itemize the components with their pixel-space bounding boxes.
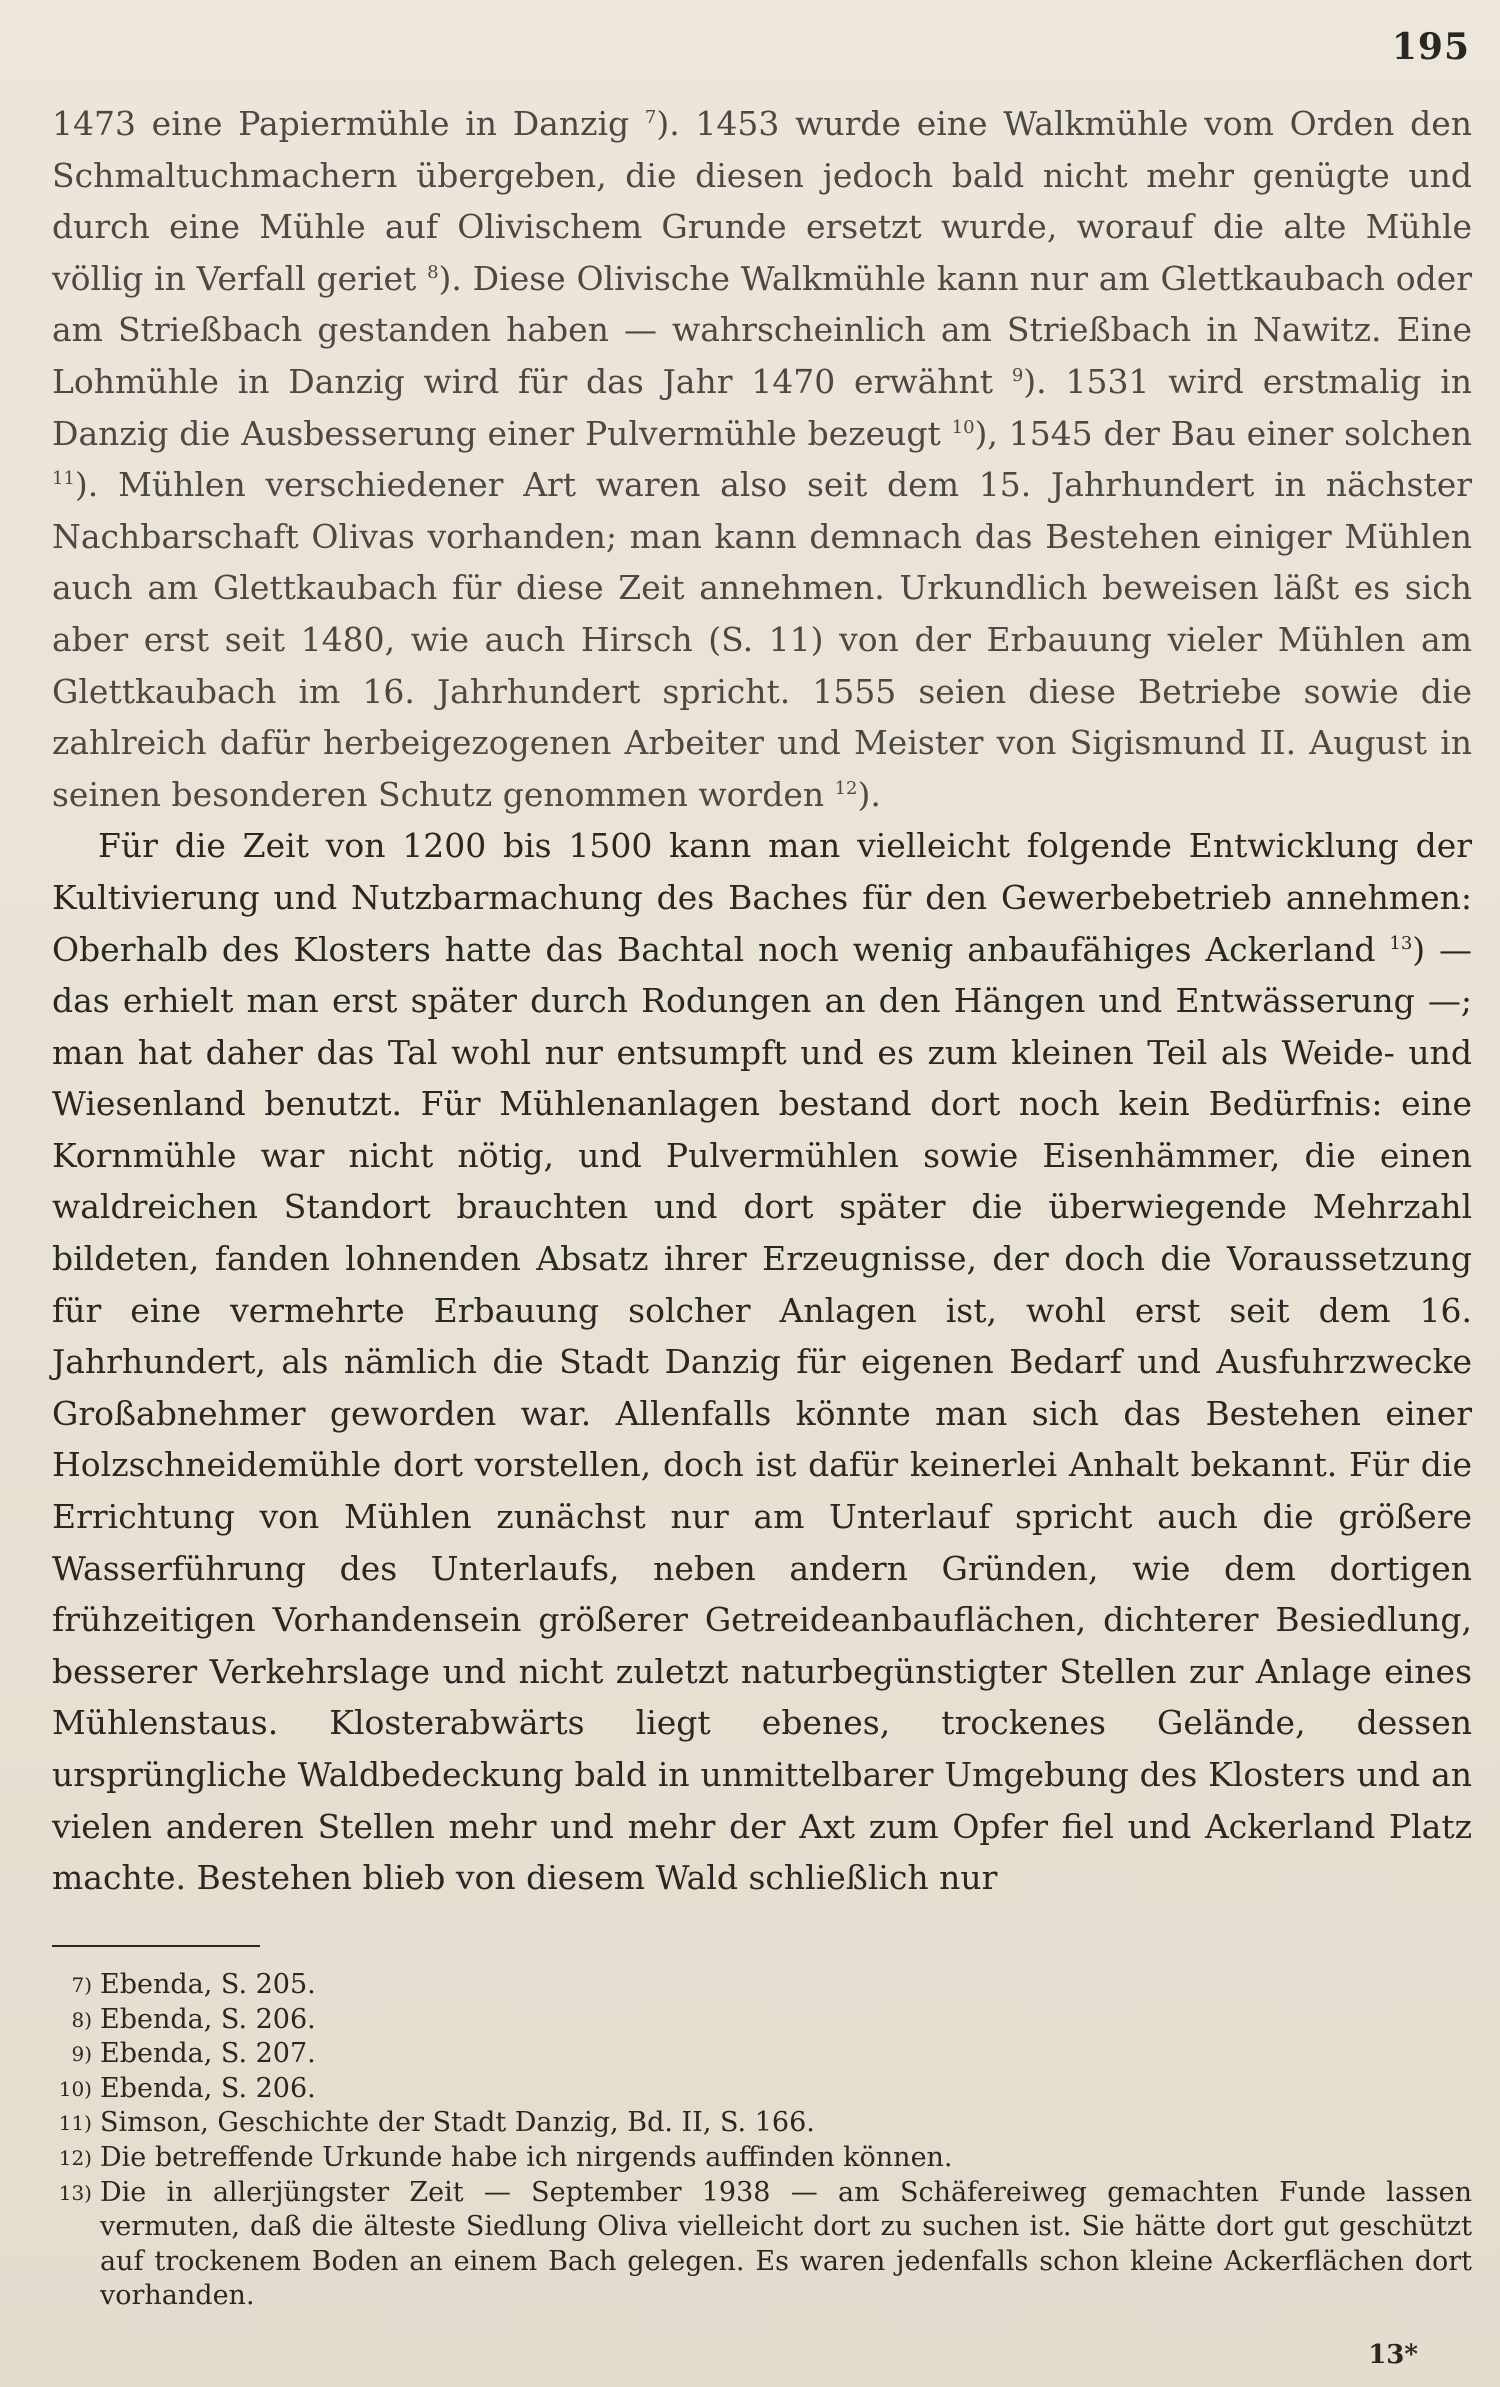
footnote-mark: 9) <box>71 2042 92 2067</box>
footnote-mark: 11) <box>58 2111 92 2136</box>
footnote-text: Die in allerjüngster Zeit — September 1938 — am Schäfereiweg gemachten Funde lassen vermuten, daß die älteste Siedlung Oliva vielleicht dort zu suchen ist. Sie hätte dort gut geschützt auf trockenem Boden an einem Bach gelegen. Es waren jedenfalls schon kleine Ackerflächen dort vorhanden. <box>100 2176 1472 2312</box>
printer-signature: 13* <box>1368 2340 1418 2370</box>
footnote-text: Ebenda, S. 206. <box>100 2003 316 2035</box>
footnote-ref: 12 <box>834 777 858 799</box>
footnote-mark: 10) <box>58 2076 92 2101</box>
footnote <box>52 2141 1472 2176</box>
footnote-text: Ebenda, S. 205. <box>100 1969 316 2000</box>
footnote-mark: 7) <box>71 1973 92 1997</box>
footnote <box>52 2003 1472 2038</box>
footnote-mark: 12) <box>58 2145 92 2170</box>
footnote-text: Simson, Geschichte der Stadt Danzig, Bd. II, S. 166. <box>100 2107 815 2139</box>
paragraph-2: Für die Zeit von 1200 bis 1500 kann man vielleicht folgende Entwicklung der Kultivierung und Nutzbarmachung des Baches für den Gewerbebetrieb annehmen: Oberhalb des Klosters hatte das Bachtal noch wenig anbaufähiges Ackerland $^{13}$) — das erhielt man erst später durch Rodungen an den Hängen und Entwässerung —; man hat daher das Tal wohl nur entsumpft und es zum kleinen Teil als Weide- und Wiesenland benutzt. Für Mühlenanlagen bestand dort noch kein Bedürfnis: eine Kornmühle war nicht nötig, und Pulvermühlen sowie Eisenhämmer, die einen waldreichen Standort brauchten und dort später die überwiegende Mehrzahl bildeten, fanden lohnenden Absatz ihrer Erzeugnisse, der doch die Voraussetzung für eine vermehrte Erbauung solcher Anlagen ist, wohl erst seit dem 16. Jahrhundert, als nämlich die Stadt Danzig für eigenen Bedarf und Ausfuhrzwecke Großabnehmer geworden war. Allenfalls könnte man sich das Bestehen einer Holzschneidemühle dort vorstellen, doch ist dafür keinerlei Anhalt bekannt. Für die Errichtung von Mühlen zunächst nur am Unterlauf spricht auch die größere Wasserführung des Unterlaufs, neben andern Gründen, wie dem dortigen frühzeitigen Vorhandensein größerer Getreideanbauflächen, dichterer Besiedlung, besserer Verkehrslage und nicht zuletzt naturbegünstigter Stellen zur Anlage eines Mühlenstaus. Klosterabwärts liegt ebenes, trockenes Gelände, dessen ursprüngliche Waldbedeckung bald in unmittelbarer Umgebung des Klosters und an vielen anderen Stellen mehr und mehr der Axt zum Opfer fiel und Ackerland Platz machte. Bestehen blieb von diesem Wald schließlich nur <box>52 826 1472 1898</box>
footnote-text: Ebenda, S. 206. <box>100 2072 316 2104</box>
footnote-mark: 8) <box>71 2007 92 2032</box>
footnote-ref: 8 <box>427 261 439 283</box>
page-number: 195 <box>1391 26 1470 68</box>
footnote-ref: 9 <box>1011 364 1024 386</box>
footnote-ref: 11 <box>52 468 75 490</box>
body-text <box>52 98 1472 1904</box>
footnotes <box>52 1968 1472 2314</box>
footnote-ref: 10 <box>951 416 975 438</box>
footnote <box>52 2037 1472 2072</box>
footnote-text: Die betreffende Urkunde habe ich nirgends auffinden können. <box>100 2141 953 2173</box>
footnote <box>52 1968 1472 2003</box>
footnote <box>52 2072 1472 2107</box>
footnote <box>52 2176 1472 2314</box>
footnote-ref: 13 <box>1389 932 1413 954</box>
paragraph-1: 1473 eine Papiermühle in Danzig $^7$). 1453 wurde eine Walkmühle vom Orden den Schmaltuchmachern übergeben, die diesen jedoch bald nicht mehr genügte und durch eine Mühle auf Olivischem Grunde ersetzt wurde, worauf die alte Mühle völlig in Verfall geriet $^8$). Diese Olivische Walkmühle kann nur am Glettkaubach oder am Strießbach gestanden haben — wahrscheinlich am Strießbach in Nawitz. Eine Lohmühle in Danzig wird für das Jahr 1470 erwähnt $^9$). 1531 wird erstmalig in Danzig die Ausbesserung einer Pulvermühle bezeugt $^{10}$), 1545 der Bau einer solchen $^{11}$). Mühlen verschiedener Art waren also seit dem 15. Jahrhundert in nächster Nachbarschaft Olivas vorhanden; man kann demnach das Bestehen einiger Mühlen auch am Glettkaubach für diese Zeit annehmen. Urkundlich beweisen läßt es sich aber erst seit 1480, wie auch Hirsch (S. 11) von der Erbauung vieler Mühlen am Glettkaubach im 16. Jahrhundert spricht. 1555 seien diese Betriebe sowie die zahlreich dafür herbeigezogenen Arbeiter und Meister von Sigismund II. August in seinen besonderen Schutz genommen worden $^{12}$). <box>52 104 1472 814</box>
footnote-divider <box>52 1945 260 1947</box>
footnote-text: Ebenda, S. 207. <box>100 2038 316 2070</box>
footnote <box>52 2106 1472 2141</box>
footnote-mark: 13) <box>58 2180 92 2205</box>
footnote-ref: 7 <box>644 107 657 128</box>
